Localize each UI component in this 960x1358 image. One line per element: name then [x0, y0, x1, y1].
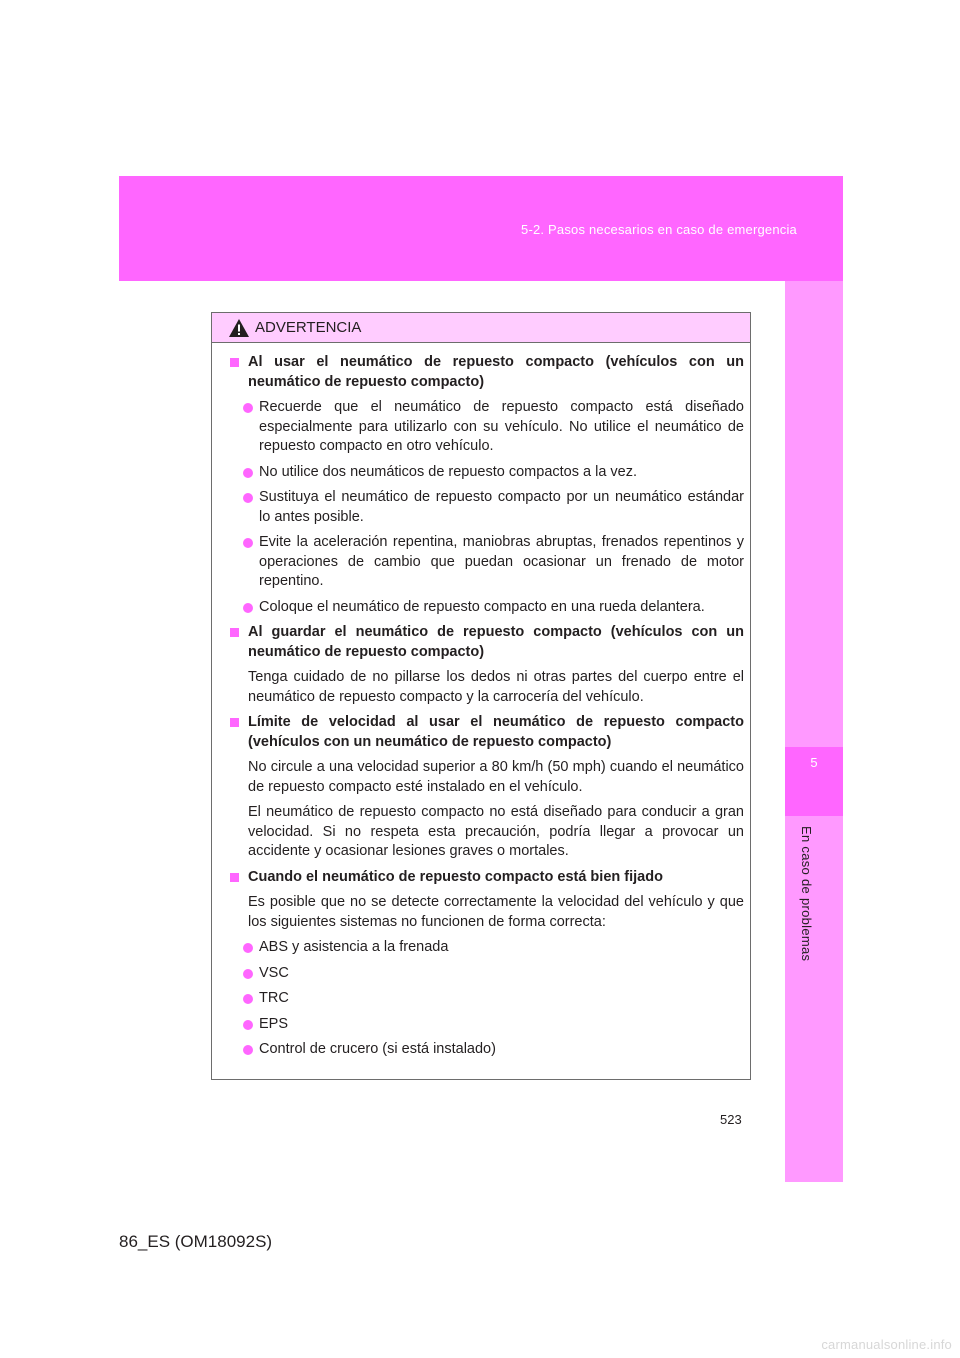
- page-number: 523: [720, 1112, 742, 1127]
- warning-heading: Límite de velocidad al usar el neumático de repuesto compacto (vehículos con un neumático de repuesto compacto): [230, 713, 744, 752]
- list-item: Evite la aceleración repentina, maniobras abruptas, frenados repentinos y operaciones de cambio que puedan ocasionar un frenado de motor repentino.: [230, 533, 744, 592]
- header-band: [119, 176, 843, 281]
- warning-paragraph: El neumático de repuesto compacto no está diseñado para conducir a gran velocidad. Si no respeta esta precaución, podría llegar a provocar un accidente y ocasionar lesiones graves o mortales.: [248, 804, 744, 859]
- round-bullet-icon: [243, 468, 253, 478]
- warning-heading: Al guardar el neumático de repuesto compacto (vehículos con un neumático de repuesto compacto): [230, 623, 744, 662]
- warning-paragraph: Es posible que no se detecte correctamente la velocidad del vehículo y que los siguientes sistemas no funcionen de forma correcta:: [248, 894, 744, 930]
- list-item: No utilice dos neumáticos de repuesto compactos a la vez.: [230, 463, 744, 483]
- square-bullet-icon: [230, 358, 239, 367]
- list-item: Coloque el neumático de repuesto compacto en una rueda delantera.: [230, 598, 744, 618]
- warning-box: [211, 312, 751, 1080]
- watermark: carmanualsonline.info: [821, 1337, 952, 1352]
- list-item: ABS y asistencia a la frenada: [230, 938, 744, 958]
- square-bullet-icon: [230, 873, 239, 882]
- round-bullet-icon: [243, 1045, 253, 1055]
- warning-title: ADVERTENCIA: [255, 319, 362, 336]
- warning-paragraph: No circule a una velocidad superior a 80 km/h (50 mph) cuando el neumático de repuesto compacto esté instalado en el vehículo.: [248, 759, 744, 795]
- chapter-title: En caso de problemas: [799, 826, 814, 962]
- warning-paragraph: Tenga cuidado de no pillarse los dedos ni otras partes del cuerpo entre el neumático de repuesto compacto y la carrocería del vehículo.: [248, 669, 744, 705]
- round-bullet-icon: [243, 538, 253, 548]
- list-item: VSC: [230, 964, 744, 984]
- round-bullet-icon: [243, 493, 253, 503]
- warning-heading: Cuando el neumático de repuesto compacto está bien fijado: [230, 868, 744, 888]
- warning-body: [212, 343, 750, 1060]
- chapter-side-tab: [785, 281, 843, 1182]
- warning-heading: Al usar el neumático de repuesto compacto (vehículos con un neumático de repuesto compacto): [230, 353, 744, 392]
- round-bullet-icon: [243, 969, 253, 979]
- document-code: 86_ES (OM18092S): [119, 1232, 273, 1251]
- chapter-number-block: [785, 747, 843, 816]
- warning-triangle-icon: [228, 318, 250, 338]
- round-bullet-icon: [243, 994, 253, 1004]
- round-bullet-icon: [243, 403, 253, 413]
- section-title: 5-2. Pasos necesarios en caso de emergencia: [521, 222, 797, 237]
- list-item: EPS: [230, 1015, 744, 1035]
- chapter-number: 5: [810, 755, 818, 770]
- list-item: TRC: [230, 989, 744, 1009]
- list-item: Sustituya el neumático de repuesto compacto por un neumático estándar lo antes posible.: [230, 488, 744, 527]
- round-bullet-icon: [243, 943, 253, 953]
- list-item: Recuerde que el neumático de repuesto compacto está diseñado especialmente para utilizarlo con su vehículo. No utilice el neumático de repuesto compacto en otro vehículo.: [230, 398, 744, 457]
- square-bullet-icon: [230, 628, 239, 637]
- list-item: Control de crucero (si está instalado): [230, 1040, 744, 1060]
- round-bullet-icon: [243, 1020, 253, 1030]
- warning-header: [212, 313, 750, 343]
- round-bullet-icon: [243, 603, 253, 613]
- square-bullet-icon: [230, 718, 239, 727]
